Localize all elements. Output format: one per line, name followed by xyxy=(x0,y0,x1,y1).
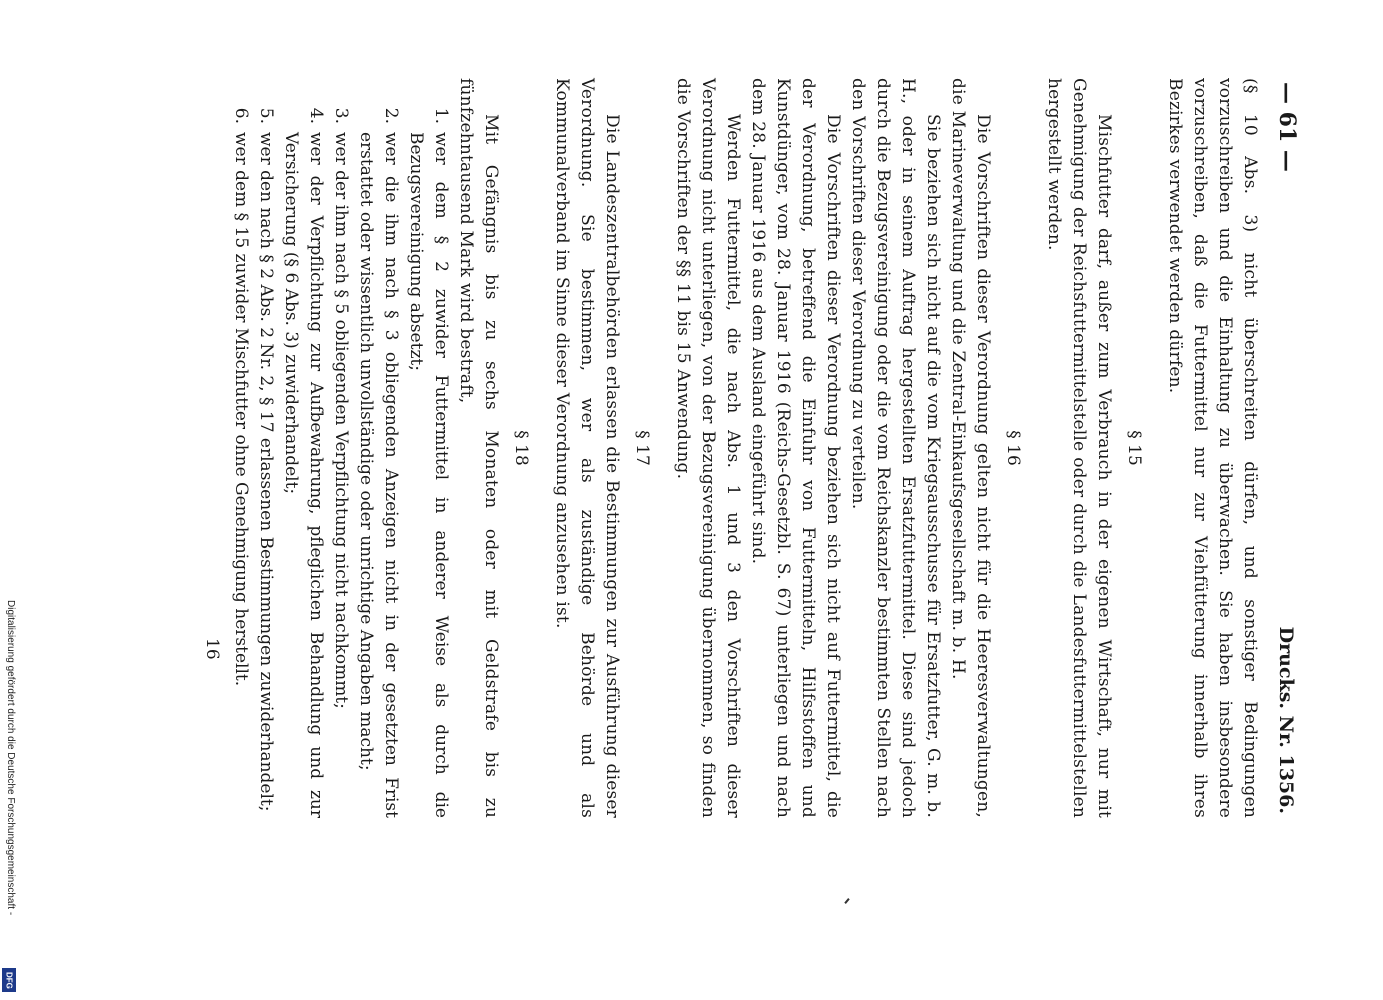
section-17-text: Die Landeszentralbehörden erlassen die Bestimmungen zur Ausführung dieser Verordnung. Sie bestimmen, wer als zuständige Behörde und als Kommunalverband im Sinne dieser Verordnung anzusehen ist. xyxy=(552,78,622,818)
list-item xyxy=(228,78,253,818)
section-17-heading: § 17 xyxy=(632,430,652,466)
section-16-heading: § 16 xyxy=(1003,430,1023,466)
list-item-text: wer der ihm nach § 5 obliegenden Verpflichtung nicht nachkommt; xyxy=(331,132,351,709)
list-item-number: 2. xyxy=(381,107,401,124)
list-item-text: wer dem § 15 zuwider Mischfutter ohne Genehmigung herstellt. xyxy=(231,132,251,687)
sheet-signature: 16 xyxy=(202,638,222,660)
dfg-logo: DFG xyxy=(2,968,16,992)
list-item xyxy=(253,78,278,818)
section-18-intro: Mit Gefängnis bis zu sechs Monaten oder mit Geldstrafe bis zu fünfzehntausend Mark wird bestraft, xyxy=(456,78,501,818)
page-number: — 61 — xyxy=(1274,82,1300,172)
section-16-p3: Die Vorschriften dieser Verordnung beziehen sich nicht auf Futtermittel, die der Verordnung, betreffend die Einfuhr von Futtermitteln, Hilfsstoffen und Kunstdünger, vom 28. Januar 1916 (Reichs-Gesetzbl. S. 67) unterliegen und nach dem 28. Januar 1916 aus dem Ausland eingeführt sind. xyxy=(748,78,843,818)
list-item-text: wer dem § 2 zuwider Futtermittel in anderer Weise als durch die Bezugsvereinigung absetzt; xyxy=(406,132,451,818)
list-item-text: wer der Verpflichtung zur Aufbewahrung, pfleglichen Behandlung und zur Versicherung (§ 6 Abs. 3) zuwiderhandelt; xyxy=(281,132,326,818)
list-item-number: 6. xyxy=(231,107,251,124)
list-item xyxy=(403,78,453,818)
intro-paragraph: (§ 10 Abs. 3) nicht überschreiten dürfen, und sonstiger Bedingungen vorzuschreiben und die Einhaltung zu überwachen. Sie haben insbesondere vorzuschreiben, daß die Futtermittel nur zur Viehfütterung innerhalb ihres Bezirkes verwendet werden dürfen. xyxy=(1165,78,1260,818)
list-item-number: 5. xyxy=(256,107,276,124)
section-18-heading: § 18 xyxy=(511,430,531,466)
list-item xyxy=(353,78,403,818)
section-16-p4: Werden Futtermittel, die nach Abs. 1 und 3 den Vorschriften dieser Verordnung nicht unterliegen, von der Bezugsvereinigung übernommen, so finden die Vorschriften der §§ 11 bis 15 Anwendung. xyxy=(673,78,743,818)
section-15-text: Mischfutter darf, außer zum Verbrauch in der eigenen Wirtschaft, nur mit Genehmigung der Reichsfuttermittelstelle oder durch die Landesfuttermittelstellen hergestellt werden. xyxy=(1044,78,1114,818)
list-item-number: 1. xyxy=(431,107,451,124)
list-item-number: 3. xyxy=(331,107,351,124)
list-item xyxy=(278,78,328,818)
document-page xyxy=(140,78,1300,818)
digitization-note xyxy=(2,600,18,980)
page-header xyxy=(1274,78,1300,818)
list-item-text: wer die ihm nach § 3 obliegenden Anzeigen nicht in der gesetzten Frist erstattet oder wissentlich unvollständige oder unrichtige Angaben macht; xyxy=(356,132,401,818)
list-item-text: wer den nach § 2 Abs. 2 Nr. 2, § 17 erlassenen Bestimmungen zuwiderhandelt; xyxy=(256,132,276,812)
section-15-heading: § 15 xyxy=(1124,430,1144,466)
section-18-list xyxy=(228,78,453,818)
section-16-p2: Sie beziehen sich nicht auf die vom Kriegsausschusse für Ersatzfutter, G. m. b. H., oder in seinem Auftrag hergestellten Ersatzfuttermittel. Diese sind jedoch durch die Bezugsvereinigung oder die vom Reichskanzler bestimmten Stellen nach den Vorschriften dieser Verordnung zu verteilen. xyxy=(848,78,943,818)
digitization-note-text: Digitalisierung gefördert durch die Deutsche Forschungsgemeinschaft - xyxy=(5,600,16,916)
section-16-p1: Die Vorschriften dieser Verordnung gelten nicht für die Heeresverwaltungen, die Marineverwaltung und die Zentral-Einkaufsgesellschaft m. b. H. xyxy=(948,78,993,818)
list-item-number: 4. xyxy=(306,107,326,124)
print-number: Drucks. Nr. 1356. xyxy=(1275,626,1297,814)
scan-speck xyxy=(844,898,849,904)
list-item xyxy=(328,78,353,818)
